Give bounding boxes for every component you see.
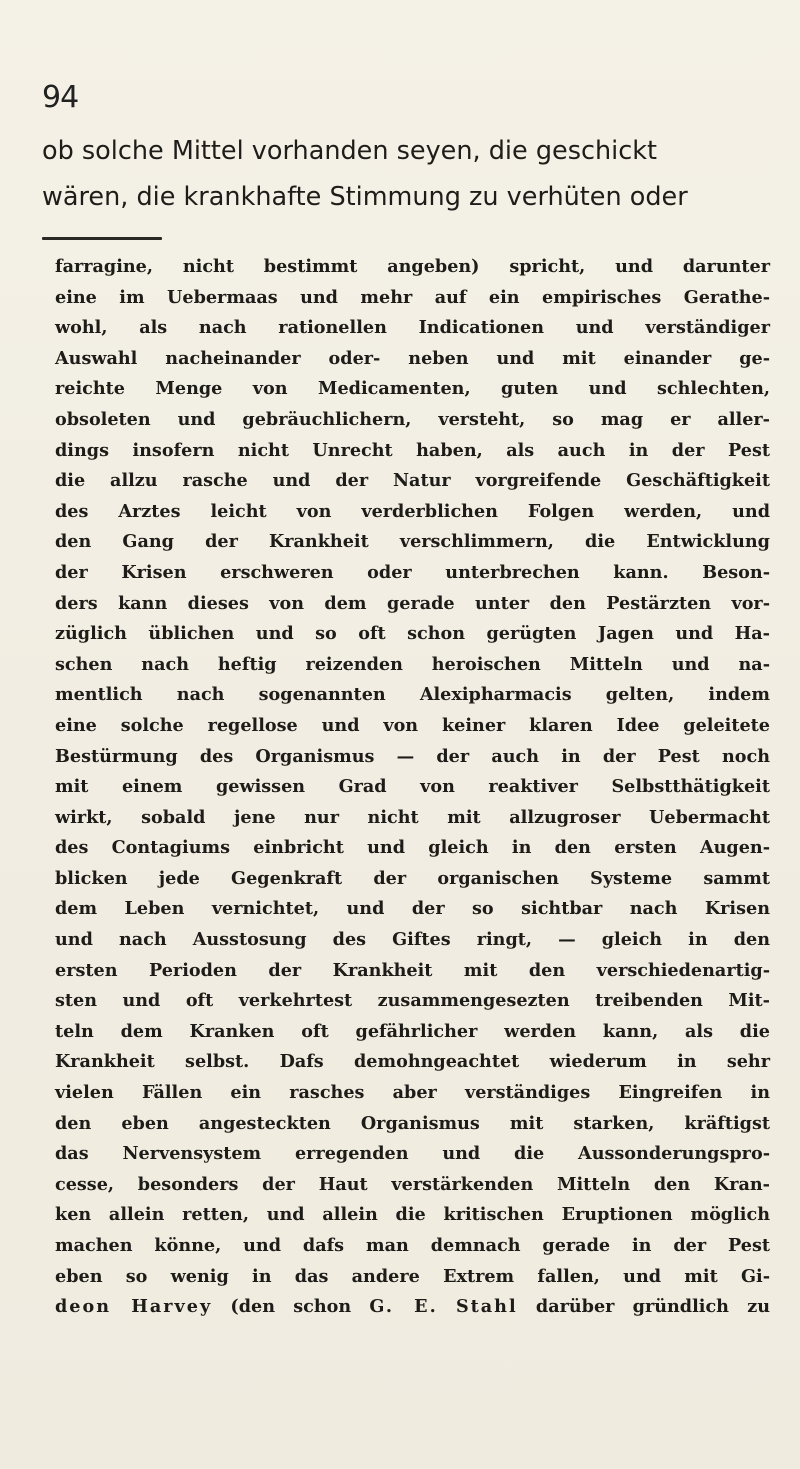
footnote-line: wohl, als nach rationellen Indicationen und verständiger — [55, 317, 770, 339]
footnote-line: cesse, besonders der Haut verstärkenden Mitteln den Kran- — [55, 1173, 770, 1195]
spaced-initials: G. E. — [369, 1296, 438, 1318]
footnote-line: eine solche regellose und von keiner klaren Idee geleitete — [55, 714, 770, 736]
footnote-line: teln dem Kranken oft gefährlicher werden kann, als die — [55, 1020, 770, 1042]
footnote-line: das Nervensystem erregenden und die Aussonderungspro- — [55, 1143, 770, 1165]
main-text-line: wären, die krankhafte Stimmung zu verhüten oder — [42, 182, 688, 212]
footnote-divider — [42, 237, 162, 240]
footnote-line: des Arztes leicht von verderblichen Folgen werden, und — [55, 500, 770, 522]
spaced-surname: Stahl — [455, 1296, 518, 1318]
main-text-line: ob solche Mittel vorhanden seyen, die geschickt — [42, 136, 658, 166]
footnote-line: obsoleten und gebräuchlichern, versteht, so mag er aller- — [55, 408, 770, 430]
footnote-line: dem Leben vernichtet, und der so sichtbar nach Krisen — [55, 898, 770, 920]
page-number: 94 — [42, 80, 79, 115]
footnote-line: Krankheit selbst. Dafs demohngeachtet wiederum in sehr — [55, 1051, 770, 1073]
footnote-line: eine im Uebermaas und mehr auf ein empirisches Gerathe- — [55, 286, 770, 308]
footnote-line: vielen Fällen ein rasches aber verständiges Eingreifen in — [55, 1082, 770, 1104]
footnote-line: Bestürmung des Organismus — der auch in der Pest noch — [55, 745, 770, 767]
footnote-line: die allzu rasche und der Natur vorgreifende Geschäftigkeit — [55, 470, 770, 492]
footnote-line: den eben angesteckten Organismus mit starken, kräftigst — [55, 1112, 770, 1134]
footnote-line: der Krisen erschweren oder unterbrechen kann. Beson- — [55, 561, 770, 583]
footnote-line: reichte Menge von Medicamenten, guten und schlechten, — [55, 378, 770, 400]
footnote-line: farragine, nicht bestimmt angeben) spricht, und darunter — [55, 256, 770, 277]
footnote-line: mit einem gewissen Grad von reaktiver Selbstthätigkeit — [55, 776, 770, 798]
footnote-line: blicken jede Gegenkraft der organischen Systeme sammt — [55, 867, 770, 889]
last-line-end: darüber gründlich zu — [517, 1296, 770, 1318]
footnote-line: dings insofern nicht Unrecht haben, als auch in der Pest — [55, 439, 770, 461]
footnote-line: des Contagiums einbricht und gleich in den ersten Augen- — [55, 837, 770, 859]
footnote-line: und nach Ausstosung des Giftes ringt, — gleich in den — [55, 929, 770, 951]
footnote-line: ersten Perioden der Krankheit mit den verschiedenartig- — [55, 959, 770, 981]
footnote-line: wirkt, sobald jene nur nicht mit allzugroser Uebermacht — [55, 806, 770, 828]
last-line-space — [438, 1296, 456, 1317]
footnote-line: Auswahl nacheinander oder- neben und mit einander ge- — [55, 347, 770, 369]
footnote-line: eben so wenig in das andere Extrem fallen, und mit Gi- — [55, 1265, 770, 1287]
footnote-line-last — [55, 1292, 770, 1323]
footnote-line: ken allein retten, und allein die kritischen Eruptionen möglich — [55, 1204, 770, 1226]
main-text — [42, 128, 772, 220]
footnote-line: den Gang der Krankheit verschlimmern, die Entwicklung — [55, 531, 770, 553]
last-line-middle: (den schon — [212, 1296, 370, 1318]
footnote-text — [55, 252, 770, 1323]
footnote-line: ders kann dieses von dem gerade unter den Pestärzten vor- — [55, 592, 770, 614]
footnote-line: machen könne, und dafs man demnach gerade in der Pest — [55, 1235, 770, 1256]
footnote-line: züglich üblichen und so oft schon gerügten Jagen und Ha- — [55, 623, 770, 645]
footnote-line: mentlich nach sogenannten Alexipharmacis gelten, indem — [55, 684, 770, 706]
footnote-line: schen nach heftig reizenden heroischen Mitteln und na- — [55, 653, 770, 675]
footnote-line: sten und oft verkehrtest zusammengesezten treibenden Mit- — [55, 990, 770, 1012]
spaced-name: deon Harvey — [55, 1296, 213, 1318]
